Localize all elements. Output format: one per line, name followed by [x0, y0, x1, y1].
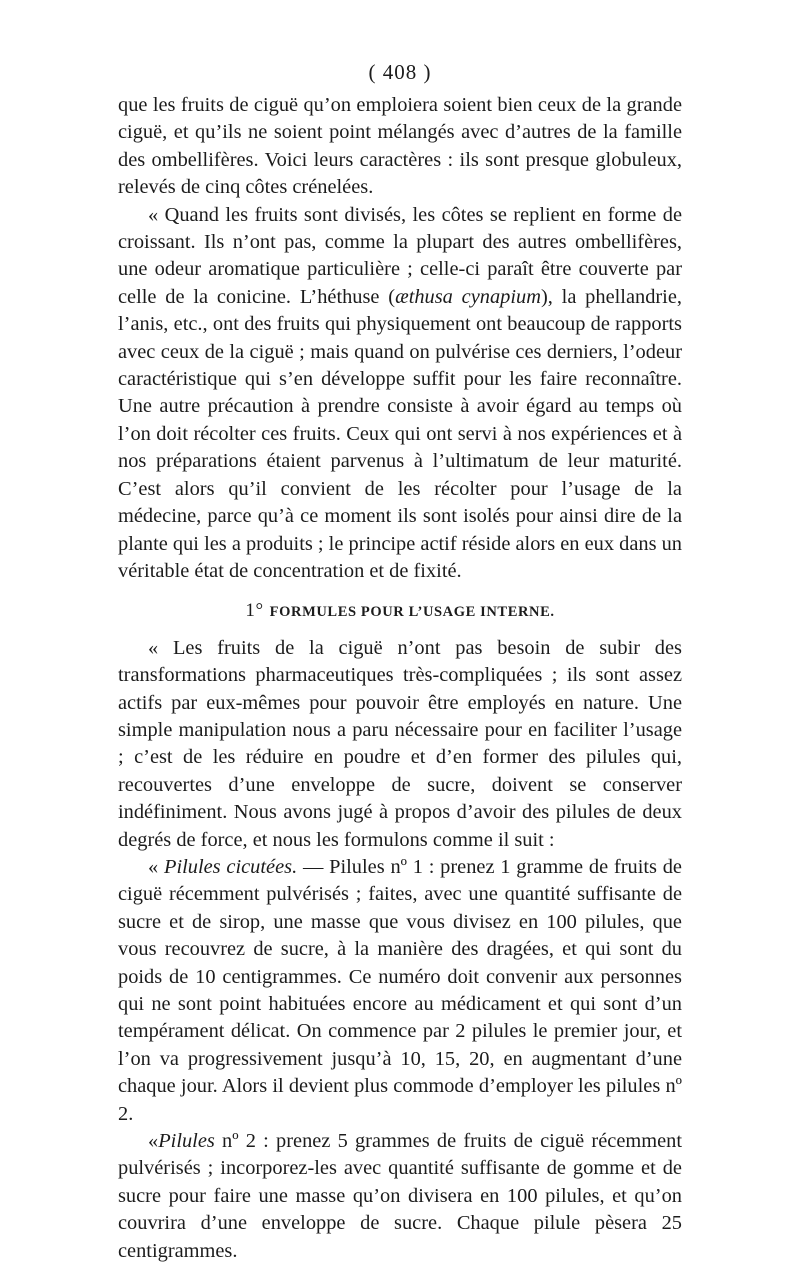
section-title: FORMULES POUR L’USAGE INTERNE.: [269, 604, 555, 621]
species-name: æthusa cynapium: [395, 285, 541, 308]
paragraph-pills-no1: [118, 854, 682, 1128]
text-run: — Pilules nº 1 : prenez 1 gramme de fruits de ciguë récemment pulvérisés ; faites, avec une quantité suffisante de sucre et de sirop, une masse que vous divisez en 100 pilules, que vous recouvrez de sucre, à la manière des dragées, et qui sont du poids de 10 centigrammes. Ce numéro doit convenir aux personnes qui ne sont point habituées encore au médicament et qui sont d’un tempérament délicat. On commence par 2 pilules le premier jour, et l’on va progressivement jusqu’à 10, 15, 20, en augmentant d’une chaque jour. Alors il devient plus commode d’employer les pilules nº 2.: [118, 855, 682, 1125]
paragraph-pills-no2: [118, 1128, 682, 1265]
text-run: nº 2 : prenez 5 grammes de fruits de ciguë récemment pulvérisés ; incorporez-les avec quantité suffisante de gomme et de sucre pour faire une masse qu’on divisera en 100 pilules, et qu’on couvrira d’une enveloppe de sucre. Chaque pilule pèsera 25 centigrammes.: [118, 1130, 682, 1262]
body-text: [118, 92, 682, 1265]
paragraph-formulas-intro: « Les fruits de la ciguë n’ont pas besoin de subir des transformations pharmaceutiques très-compliquées ; ils sont assez actifs par eux-mêmes pour pouvoir être employés en nature. Une simple manipulation nous a paru nécessaire pour en faciliter l’usage ; c’est de les réduire en poudre et d’en former des pilules qui, recouvertes d’une enveloppe de sucre, doivent se conserver indéfiniment. Nous avons jugé à propos d’avoir des pilules de deux degrés de force, et nous les formulons comme il suit :: [118, 636, 682, 851]
paragraph-fruit-characteristics: [118, 202, 682, 586]
text-run: ), la phellandrie, l’anis, etc., ont des fruits qui physiquement ont beaucoup de rapports avec ceux de la ciguë ; mais quand on pulvérise ces derniers, l’odeur caractéristique qui s’en développe suffit pour les faire reconnaître. Une autre précaution à prendre consiste à avoir égard au temps où l’on doit récolter ces fruits. Ceux qui ont servi à nos expériences et à nos préparations étaient parvenus à l’ultimatum de leur maturité. C’est alors qu’il convient de les récolter pour l’usage de la médecine, parce qu’à ce moment ils sont isolés pour ainsi dire de la plante qui les a produits ; le principe actif réside alors en eux dans un véritable état de concentration et de fixité.: [118, 285, 682, 582]
recipe-title: Pilules: [158, 1130, 215, 1153]
paragraph-continuation: que les fruits de ciguë qu’on emploiera soient bien ceux de la grande ciguë, et qu’ils ne soient point mélangés avec d’autres de la famille des ombellifères. Voici leurs caractères : ils sont presque globuleux, relevés de cinq côtes crénelées.: [118, 94, 682, 199]
page-number: ( 408 ): [368, 60, 432, 84]
text-run: «: [148, 855, 164, 878]
text-run: «: [148, 1130, 159, 1153]
section-number: 1°: [245, 600, 264, 622]
section-heading: [118, 597, 682, 626]
text-run: « Quand les fruits sont divisés, les côtes se replient en forme de croissant. Ils n’ont pas, comme la plupart des autres ombellifères, une odeur aromatique particulière ; celle-ci paraît être couverte par celle de la conicine. L’héthuse (: [118, 203, 682, 308]
recipe-title: Pilules cicutées.: [163, 855, 298, 878]
